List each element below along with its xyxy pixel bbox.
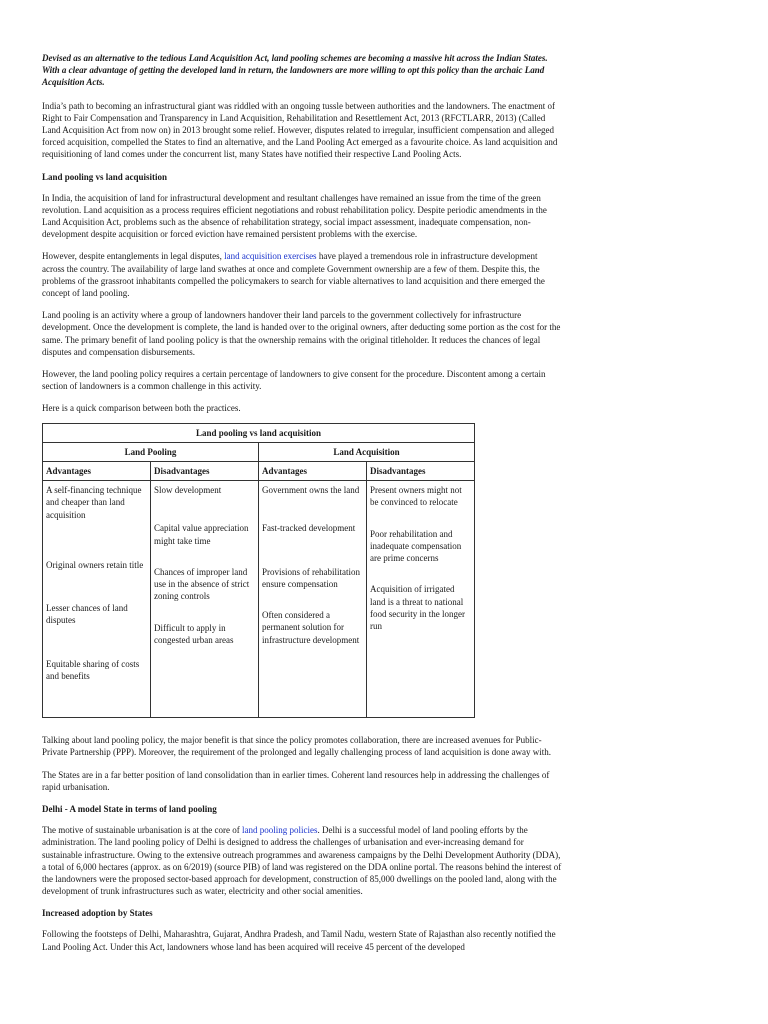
column-header: Disadvantages bbox=[367, 462, 475, 481]
paragraph: Talking about land pooling policy, the major benefit is that since the policy promotes collaboration, there are increased avenues for Public-Private Partnership (PPP). Moreover, the requirement of the prolonged and legally challenging process of land acquisition is done away with. bbox=[42, 735, 552, 758]
table-cell-item: Acquisition of irrigated land is a threat to national food security in the longer run bbox=[370, 584, 465, 631]
table-cell-item: Fast-tracked development bbox=[262, 523, 356, 534]
paragraph: Here is a quick comparison between both the practices. bbox=[42, 403, 241, 414]
paragraph: Land pooling is an activity where a group of landowners handover their land parcels to the government collectively for infrastructure development. Once the development is complete, the land is handed over to the original owners, after deducting some portion as the cost for the same. The primary benefit of land pooling policy is that the ownership remains with the original titleholder. It reduces the chances of legal disputes and compensation disbursements. bbox=[42, 310, 561, 357]
table-cell-item: Government owns the land bbox=[262, 485, 360, 496]
table-title: Land pooling vs land acquisition bbox=[43, 423, 475, 442]
acquisition-advantages-cell bbox=[259, 481, 367, 718]
text: have played a tremendous role in infrastructure development across the country. The availability of large land swathes at once and complete Government ownership are a few of them. Despite this, the problems of the grassroot inhabitants compelled the policymakers to search for viable alternatives to land acquisition and there emerged the concept of land pooling. bbox=[42, 251, 545, 299]
section-heading-adoption: Increased adoption by States bbox=[42, 908, 153, 919]
table-cell-item: Present owners might not be convinced to relocate bbox=[370, 485, 462, 508]
table-group-land-acquisition: Land Acquisition bbox=[259, 442, 475, 461]
article bbox=[42, 52, 562, 963]
column-header: Advantages bbox=[43, 462, 151, 481]
intro-paragraph: India’s path to becoming an infrastructural giant was riddled with an ongoing tussle between authorities and the landowners. The enactment of Right to Fair Compensation and Transparency in Land Acquisition, Rehabilitation and Resettlement Act, 2013 (RFCTLARR, 2013) (Called Land Acquisition Act from now on) in 2013 brought some relief. However, disputes related to irregular, insufficient compensation and alleged forced acquisition, compelled the States to find an alternative, and the Land Pooling Act emerged as a favourite choice. As land acquisition and requisitioning of land comes under the concurrent list, many States have notified their respective Land Pooling Acts. bbox=[42, 100, 558, 160]
table-cell-item: Capital value appreciation might take time bbox=[154, 523, 249, 546]
paragraph: Following the footsteps of Delhi, Maharashtra, Gujarat, Andhra Pradesh, and Tamil Nadu, western State of Rajasthan also recently notified the Land Pooling Act. Under this Act, landowners whose land has been acquired will receive 45 percent of the developed bbox=[42, 929, 556, 952]
land-pooling-policies-link[interactable]: land pooling policies bbox=[241, 825, 318, 836]
text: . Delhi is a successful model of land pooling efforts by the administration. The land pooling policy of Delhi is designed to address the challenges of urbanisation and ever-increasing demand for sustainable infrastructure. Owing to the extensive outreach programmes and awareness campaigns by the Delhi Development Authority (DDA), a total of 6,000 hectares (approx. as on 6/2019) (source PIB) of land was registered on the DDA online portal. The reasons behind the interest of the landowners were the proposed sector-based approach for development, construction of 85,000 dwellings on the pooled land, along with the development of trunk infrastructures such as water, electricity and other social amenities. bbox=[42, 825, 562, 897]
table-cell-item: Provisions of rehabilitation ensure compensation bbox=[262, 566, 360, 589]
comparison-table bbox=[42, 423, 475, 719]
table-cell-item: Equitable sharing of costs and benefits bbox=[46, 658, 140, 681]
text: However, despite entanglements in legal disputes, bbox=[42, 251, 225, 262]
table-cell-item: Poor rehabilitation and inadequate compensation are prime concerns bbox=[370, 528, 462, 564]
table-cell-item: A self-financing technique and cheaper than land acquisition bbox=[46, 485, 142, 520]
lead-paragraph: Devised as an alternative to the tedious Land Acquisition Act, land pooling schemes are becoming a massive hit across the Indian States. With a clear advantage of getting the developed land in return, the landowners are more willing to opt this policy than the archaic Land Acquisition Acts. bbox=[42, 53, 548, 88]
text: The motive of sustainable urbanisation is at the core of bbox=[42, 825, 242, 836]
paragraph bbox=[42, 824, 562, 897]
table-row bbox=[43, 481, 475, 718]
paragraph: In India, the acquisition of land for infrastructural development and resultant challenges have remained an issue from the time of the green revolution. Land acquisition as a process requires efficient negotiations and robust rehabilitation policy. Despite periodic amendments in the Land Acquisition Act, problems such as the absence of rehabilitation strategy, social impact assessment, inadequate compensation, non-development despite acquisition or forced eviction have remained persistent problems with the exercise. bbox=[42, 192, 547, 240]
table-cell-item: Original owners retain title bbox=[46, 559, 144, 570]
paragraph: However, the land pooling policy requires a certain percentage of landowners to give consent for the procedure. Discontent among a certain section of landowners is a common challenge in this activity. bbox=[42, 369, 546, 392]
table-cell-item: Lesser chances of land disputes bbox=[46, 603, 128, 626]
pooling-advantages-cell bbox=[43, 481, 151, 718]
acquisition-disadvantages-cell bbox=[367, 481, 475, 718]
section-heading-delhi: Delhi - A model State in terms of land pooling bbox=[42, 804, 217, 815]
table-group-land-pooling: Land Pooling bbox=[43, 442, 259, 461]
pooling-disadvantages-cell bbox=[151, 481, 259, 718]
paragraph bbox=[42, 250, 562, 299]
table-cell-item: Difficult to apply in congested urban areas bbox=[154, 622, 234, 645]
column-header: Disadvantages bbox=[151, 462, 259, 481]
land-acquisition-exercises-link[interactable]: land acquisition exercises bbox=[224, 251, 317, 262]
paragraph: The States are in a far better position of land consolidation than in earlier times. Coherent land resources help in addressing the challenges of rapid urbanisation. bbox=[42, 769, 550, 792]
table-cell-item: Often considered a permanent solution for infrastructure development bbox=[262, 610, 360, 645]
section-heading-pooling-vs-acquisition: Land pooling vs land acquisition bbox=[42, 171, 168, 182]
column-header: Advantages bbox=[259, 462, 367, 481]
table-cell-item: Chances of improper land use in the absence of strict zoning controls bbox=[154, 566, 250, 602]
table-cell-item: Slow development bbox=[154, 485, 222, 496]
